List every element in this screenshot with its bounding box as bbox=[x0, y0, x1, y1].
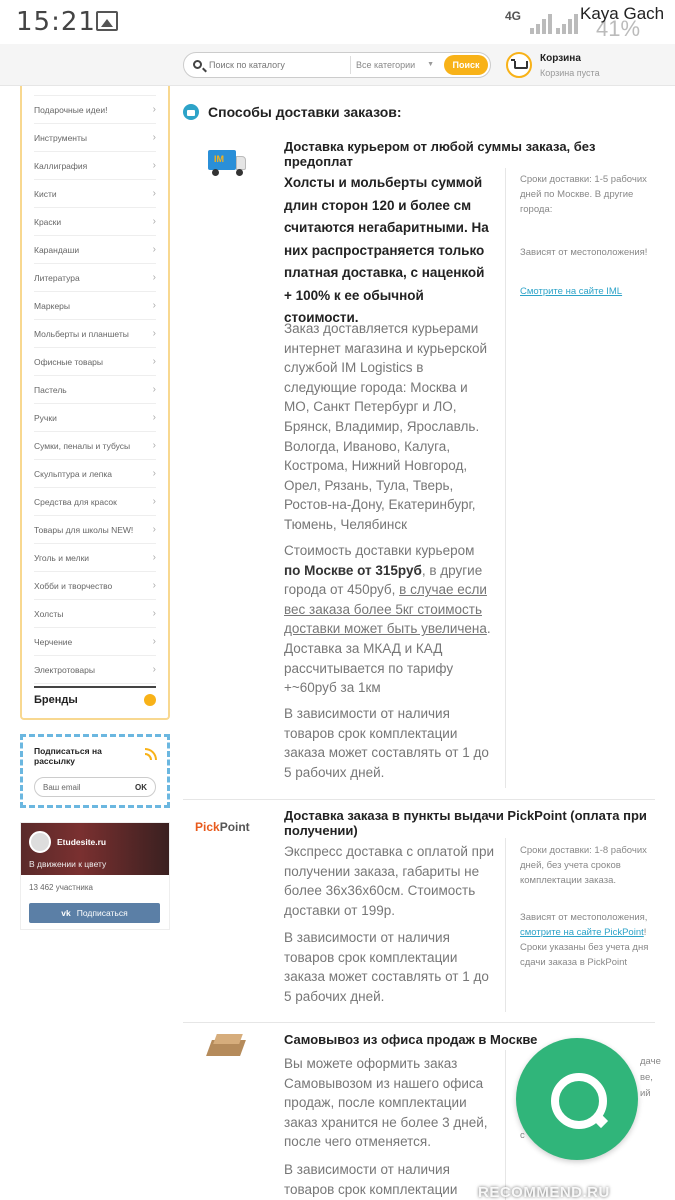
chevron-right-icon: › bbox=[152, 244, 156, 255]
pickpoint-depends-1: Зависят от местоположения, bbox=[520, 912, 648, 923]
sidebar-menu-item[interactable] bbox=[34, 264, 156, 292]
watermark: RECOMMEND.RU bbox=[478, 1184, 610, 1200]
truck-wheel bbox=[212, 169, 219, 176]
sidebar-menu-item-label: Холсты bbox=[34, 609, 64, 619]
pickpoint-desc: Экспресс доставка с оплатой при получении заказа, габариты не более 36х36х60см. Стоимость доставки от 199р. bbox=[284, 844, 494, 918]
sidebar-menu-item-label: Скульптура и лепка bbox=[34, 469, 112, 479]
cart-status: Корзина пуста bbox=[540, 68, 600, 78]
newsletter-box bbox=[20, 734, 170, 808]
cart-title[interactable]: Корзина bbox=[540, 53, 581, 64]
chevron-right-icon: › bbox=[152, 524, 156, 535]
search-button[interactable]: Поиск bbox=[444, 55, 488, 75]
vk-group-status: В движении к цвету bbox=[29, 859, 107, 869]
courier-cost bbox=[284, 541, 494, 698]
sidebar-menu-item-label: Уголь и мелки bbox=[34, 553, 90, 563]
search-input[interactable]: Поиск по каталогу bbox=[209, 60, 285, 70]
pickpoint-depends-2: ! Сроки указаны без учета дня сдачи заказа в PickPoint bbox=[520, 927, 649, 968]
catalog-menu bbox=[20, 86, 170, 720]
truck-wheel bbox=[236, 169, 243, 176]
site-header bbox=[0, 44, 675, 86]
email-placeholder: Ваш email bbox=[43, 783, 81, 792]
chevron-right-icon: › bbox=[152, 412, 156, 423]
search-icon bbox=[193, 60, 202, 69]
delivery-info-icon bbox=[183, 104, 199, 120]
pickpoint-logo bbox=[195, 820, 250, 834]
iml-link[interactable] bbox=[520, 284, 656, 299]
vk-group-name[interactable]: Etudesite.ru bbox=[57, 837, 107, 847]
sidebar-menu-item[interactable] bbox=[34, 208, 156, 236]
column-divider bbox=[505, 1050, 506, 1200]
chevron-right-icon: › bbox=[152, 664, 156, 675]
search-bar[interactable] bbox=[183, 52, 491, 78]
subscribe-ok-button[interactable]: OK bbox=[135, 783, 147, 792]
courier-terms: В зависимости от наличия товаров срок комплектации заказа может составлять от 1 до 5 рабочих дней. bbox=[284, 706, 489, 780]
vk-members: 13 462 участника bbox=[29, 883, 93, 892]
menu-top-divider bbox=[34, 86, 156, 96]
sidebar-menu-item-label: Литература bbox=[34, 273, 80, 283]
sidebar-menu-item[interactable] bbox=[34, 404, 156, 432]
chevron-right-icon: › bbox=[152, 552, 156, 563]
sidebar-menu-item-label: Каллиграфия bbox=[34, 161, 88, 171]
chevron-right-icon: › bbox=[152, 496, 156, 507]
pickup-side-fragment: ий bbox=[640, 1088, 651, 1099]
cost-weight-note: в случае если вес заказа более 5кг стоимость доставки может быть увеличена bbox=[284, 582, 487, 637]
pickup-terms: В зависимости от наличия товаров срок комплектации bbox=[284, 1162, 458, 1197]
sidebar-menu-item[interactable] bbox=[34, 544, 156, 572]
sidebar-menu-item[interactable] bbox=[34, 96, 156, 124]
pickpoint-side-depends bbox=[520, 910, 656, 970]
sidebar-menu-item-label: Офисные товары bbox=[34, 357, 104, 367]
cost-part-1: Стоимость доставки курьером bbox=[284, 543, 475, 558]
rss-icon bbox=[145, 748, 157, 760]
battery-level: 41% bbox=[596, 16, 641, 41]
chevron-right-icon: › bbox=[152, 440, 156, 451]
chevron-right-icon: › bbox=[152, 356, 156, 367]
courier-side-depends: Зависят от местоположения! bbox=[520, 247, 648, 258]
signal-icon-2 bbox=[556, 12, 580, 34]
sidebar-menu-item-label: Мольберты и планшеты bbox=[34, 329, 129, 339]
cost-moscow: по Москве от 315руб bbox=[284, 562, 422, 578]
network-type: 4G bbox=[505, 9, 522, 23]
chevron-right-icon: › bbox=[152, 216, 156, 227]
chevron-right-icon: › bbox=[152, 188, 156, 199]
cart-icon[interactable] bbox=[506, 52, 532, 78]
courier-side-terms: Сроки доставки: 1-5 рабочих дней по Москве. В другие города: bbox=[520, 174, 647, 215]
sidebar-menu-item-label: Черчение bbox=[34, 637, 73, 647]
chat-button[interactable] bbox=[516, 1038, 638, 1160]
chevron-right-icon: › bbox=[152, 104, 156, 115]
vk-subscribe-label: Подписаться bbox=[76, 908, 128, 918]
column-divider bbox=[505, 838, 506, 1012]
brands-dot-icon bbox=[144, 694, 156, 706]
sidebar-menu-item[interactable] bbox=[34, 376, 156, 404]
sidebar-menu-item[interactable] bbox=[34, 488, 156, 516]
email-field[interactable] bbox=[34, 777, 156, 797]
chevron-right-icon: › bbox=[152, 468, 156, 479]
sidebar-menu-item[interactable] bbox=[34, 516, 156, 544]
brands-label: Бренды bbox=[34, 694, 78, 706]
pickpoint-title: Доставка заказа в пункты выдачи PickPoint (оплата при получении) bbox=[284, 808, 647, 838]
vk-subscribe-button[interactable] bbox=[29, 903, 160, 923]
cost-part-3: . Доставка за МКАД и КАД рассчитывается по тарифу +~60руб за 1км bbox=[284, 621, 491, 696]
vk-logo-icon: vk bbox=[61, 908, 71, 918]
truck-body bbox=[208, 150, 236, 170]
page-title: Способы доставки заказов: bbox=[208, 104, 402, 120]
sidebar-menu-item-label: Подарочные идеи! bbox=[34, 105, 108, 115]
box-icon bbox=[205, 1034, 247, 1060]
sidebar-menu-item-label: Карандаши bbox=[34, 245, 80, 255]
sidebar-menu-item[interactable] bbox=[34, 572, 156, 600]
sidebar-menu-item-label: Кисти bbox=[34, 189, 57, 199]
sidebar-menu-item[interactable] bbox=[34, 152, 156, 180]
pickup-side-fragment: даче bbox=[640, 1056, 661, 1067]
sidebar-menu-item-label: Хобби и творчество bbox=[34, 581, 113, 591]
pickpoint-side-terms: Сроки доставки: 1-8 рабочих дней, без учета сроков комплектации заказа. bbox=[520, 845, 647, 886]
section-divider bbox=[183, 799, 655, 800]
courier-cities: Заказ доставляется курьерами интернет магазина и курьерской службой IM Logistics в следующие города: Москва и МО, Санкт Петербург и ЛО, Брянск, Владимир, Ярославль. Вологда, Иваново, Калуга, Кострома, Нижний Новгород, Орел, Рязань, Тула, Тверь, Ростов-на-Дону, Екатеринбург, Тюмень, Челябинск bbox=[284, 321, 488, 532]
sidebar-menu-item[interactable] bbox=[34, 628, 156, 656]
status-bar bbox=[0, 0, 675, 44]
sidebar-menu-item-label: Инструменты bbox=[34, 133, 88, 143]
pickup-side-fragment: с bbox=[520, 1130, 525, 1141]
pickup-desc: Вы можете оформить заказ Самовывозом из нашего офиса продаж, после комплектации заказ хранится не более 3 дней, после чего отменяется. bbox=[284, 1056, 488, 1150]
sidebar-menu-item[interactable] bbox=[34, 348, 156, 376]
truck-cab bbox=[236, 156, 246, 170]
chevron-right-icon: › bbox=[152, 328, 156, 339]
chevron-right-icon: › bbox=[152, 636, 156, 647]
vk-widget bbox=[20, 822, 170, 930]
sidebar-menu-item-label: Ручки bbox=[34, 413, 57, 423]
sidebar-menu-item[interactable] bbox=[34, 600, 156, 628]
truck-icon bbox=[208, 150, 248, 178]
newsletter-title: Подписаться на рассылку bbox=[34, 746, 102, 766]
pickpoint-link[interactable]: смотрите на сайте PickPoint bbox=[520, 927, 644, 938]
pickup-title: Самовывоз из офиса продаж в Москве bbox=[284, 1032, 538, 1047]
sidebar-menu-item-label: Пастель bbox=[34, 385, 67, 395]
sidebar-menu-item-label: Товары для школы NEW! bbox=[34, 525, 134, 535]
category-select-label: Все категории bbox=[356, 60, 416, 70]
gallery-icon bbox=[96, 11, 118, 31]
chevron-right-icon: › bbox=[152, 160, 156, 171]
chevron-right-icon: › bbox=[152, 580, 156, 591]
sidebar-menu-item-label: Сумки, пеналы и тубусы bbox=[34, 441, 131, 451]
cost-part-2: , в другие города от 450руб, bbox=[284, 562, 483, 598]
sidebar-menu-item[interactable] bbox=[34, 320, 156, 348]
section-divider bbox=[183, 1022, 655, 1023]
sidebar-menu-item[interactable] bbox=[34, 180, 156, 208]
courier-title: Доставка курьером от любой суммы заказа, без предоплат bbox=[284, 139, 596, 169]
category-select[interactable] bbox=[350, 56, 440, 74]
sidebar-menu-item[interactable] bbox=[34, 236, 156, 264]
watermark-username: Kaya Gach bbox=[580, 4, 665, 23]
sidebar-menu-item[interactable] bbox=[34, 292, 156, 320]
sidebar-menu-item[interactable] bbox=[34, 432, 156, 460]
sidebar-menu-item[interactable] bbox=[34, 656, 156, 684]
sidebar-menu-item[interactable] bbox=[34, 460, 156, 488]
avatar[interactable] bbox=[29, 831, 51, 853]
sidebar-menu-item-label: Электротовары bbox=[34, 665, 95, 675]
chevron-right-icon: › bbox=[152, 132, 156, 143]
chevron-right-icon: › bbox=[152, 384, 156, 395]
pickup-side-fragment: ве, bbox=[640, 1072, 653, 1083]
vk-cover bbox=[21, 823, 169, 875]
brands-link[interactable] bbox=[34, 686, 156, 710]
sidebar-menu-item-label: Средства для красок bbox=[34, 497, 117, 507]
pickpoint-terms: В зависимости от наличия товаров срок комплектации заказа может составлять от 1 до 5 рабочих дней. bbox=[284, 930, 489, 1004]
status-time: 15:21 bbox=[16, 7, 96, 37]
iml-link-text[interactable]: Смотрите на сайте IML bbox=[520, 286, 623, 297]
sidebar-menu-item-label: Маркеры bbox=[34, 301, 71, 311]
im-logo-text: IM bbox=[214, 154, 224, 164]
courier-oversize-note: Холсты и мольберты суммой длин сторон 120 и более см считаются негабаритными. На них распространяется только платная доставка, с наценкой + 100% к ее обычной стоимости. bbox=[284, 175, 489, 325]
column-divider bbox=[505, 168, 506, 788]
chevron-right-icon: › bbox=[152, 300, 156, 311]
pickpoint-logo-b: Point bbox=[219, 820, 250, 834]
pickpoint-logo-a: Pick bbox=[195, 820, 220, 834]
sidebar-menu-item-label: Краски bbox=[34, 217, 62, 227]
chevron-right-icon: › bbox=[152, 608, 156, 619]
signal-icon bbox=[530, 12, 554, 34]
chevron-right-icon: › bbox=[152, 272, 156, 283]
caret-down-icon: ▼ bbox=[427, 61, 434, 68]
sidebar-menu-item[interactable] bbox=[34, 124, 156, 152]
